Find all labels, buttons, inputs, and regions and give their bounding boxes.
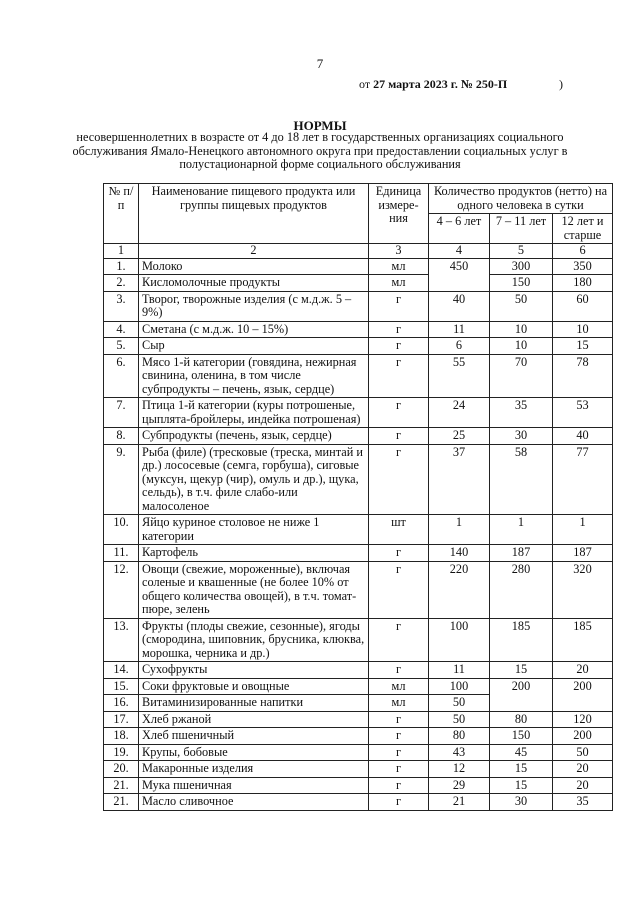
value-age-7-11: 58	[490, 444, 553, 515]
product-name: Птица 1-й категории (куры потрошеные, цыплята-бройлеры, индейка потрошеная)	[139, 398, 369, 428]
table-row	[104, 744, 613, 761]
value-age-4-6: 220	[429, 561, 490, 618]
header-unit: Единица измере-ния	[369, 184, 429, 244]
value-age-4-6: 24	[429, 398, 490, 428]
header-age-7-11: 7 – 11 лет	[490, 214, 553, 244]
product-name: Картофель	[139, 545, 369, 562]
row-number: 20.	[104, 761, 139, 778]
table-row	[104, 258, 613, 275]
value-age-4-6: 100	[429, 618, 490, 662]
header-name: Наименование пищевого продукта или группы пищевых продуктов	[139, 184, 369, 244]
value-age-12-plus: 77	[553, 444, 613, 515]
value-age-12-plus: 15	[553, 338, 613, 355]
value-age-12-plus: 50	[553, 744, 613, 761]
row-number: 8.	[104, 428, 139, 445]
row-number: 11.	[104, 545, 139, 562]
product-name: Фрукты (плоды свежие, сезонные), ягоды (смородина, шиповник, брусника, клюква, морошка, черника и др.)	[139, 618, 369, 662]
value-age-7-11: 15	[490, 777, 553, 794]
value-age-7-11: 30	[490, 428, 553, 445]
unit-cell: г	[369, 428, 429, 445]
value-age-12-plus: 20	[553, 777, 613, 794]
row-number: 18.	[104, 728, 139, 745]
value-age-7-11: 187	[490, 545, 553, 562]
table-row	[104, 561, 613, 618]
value-age-7-11: 1	[490, 515, 553, 545]
value-age-7-11: 70	[490, 354, 553, 398]
value-age-7-11: 80	[490, 711, 553, 728]
product-name: Крупы, бобовые	[139, 744, 369, 761]
product-name: Сыр	[139, 338, 369, 355]
unit-cell: мл	[369, 695, 429, 712]
column-number: 2	[139, 244, 369, 259]
value-age-12-plus: 35	[553, 794, 613, 811]
table-row	[104, 545, 613, 562]
table-row	[104, 777, 613, 794]
product-name: Масло сливочное	[139, 794, 369, 811]
header-age-4-6: 4 – 6 лет	[429, 214, 490, 244]
value-age-12-plus: 10	[553, 321, 613, 338]
value-age-4-6: 50	[429, 711, 490, 728]
row-number: 6.	[104, 354, 139, 398]
row-number: 21.	[104, 794, 139, 811]
norms-table	[103, 183, 613, 811]
table-row	[104, 711, 613, 728]
unit-cell: г	[369, 291, 429, 321]
row-number: 13.	[104, 618, 139, 662]
value-age-7-11: 50	[490, 291, 553, 321]
product-name: Мука пшеничная	[139, 777, 369, 794]
row-number: 10.	[104, 515, 139, 545]
value-age-4-6: 12	[429, 761, 490, 778]
column-numbers-row	[104, 244, 613, 259]
value-age-7-11: 10	[490, 321, 553, 338]
value-age-7-11: 185	[490, 618, 553, 662]
unit-cell: г	[369, 777, 429, 794]
unit-cell: г	[369, 744, 429, 761]
value-age-4-6: 140	[429, 545, 490, 562]
value-age-7-11: 35	[490, 398, 553, 428]
row-number: 2.	[104, 275, 139, 292]
value-age-4-6: 450	[429, 258, 490, 291]
table-row	[104, 794, 613, 811]
table-row	[104, 662, 613, 679]
table-row	[104, 291, 613, 321]
unit-cell: мл	[369, 678, 429, 695]
order-prefix: от	[359, 77, 371, 91]
value-age-4-6: 11	[429, 321, 490, 338]
value-age-12-plus: 1	[553, 515, 613, 545]
value-age-12-plus: 120	[553, 711, 613, 728]
value-age-12-plus: 187	[553, 545, 613, 562]
value-age-12-plus: 185	[553, 618, 613, 662]
value-age-7-11: 300	[490, 258, 553, 275]
value-age-7-11: 15	[490, 662, 553, 679]
value-age-12-plus: 60	[553, 291, 613, 321]
table-row	[104, 618, 613, 662]
product-name: Соки фруктовые и овощные	[139, 678, 369, 695]
unit-cell: г	[369, 444, 429, 515]
row-number: 9.	[104, 444, 139, 515]
row-number: 1.	[104, 258, 139, 275]
product-name: Молоко	[139, 258, 369, 275]
table-row	[104, 728, 613, 745]
value-age-7-11: 150	[490, 728, 553, 745]
product-name: Макаронные изделия	[139, 761, 369, 778]
order-reference	[359, 77, 563, 92]
header-quantity: Количество продуктов (нетто) на одного человека в сутки	[429, 184, 613, 214]
value-age-7-11: 280	[490, 561, 553, 618]
table-header-row	[104, 184, 613, 214]
table-row	[104, 761, 613, 778]
value-age-7-11: 45	[490, 744, 553, 761]
value-age-4-6: 6	[429, 338, 490, 355]
order-date-number: 27 марта 2023 г. № 250-П	[373, 77, 508, 91]
product-name: Кисломолочные продукты	[139, 275, 369, 292]
unit-cell: шт	[369, 515, 429, 545]
value-age-12-plus: 20	[553, 662, 613, 679]
value-age-12-plus: 53	[553, 398, 613, 428]
unit-cell: мл	[369, 258, 429, 275]
page-number: 7	[316, 56, 324, 71]
unit-cell: г	[369, 321, 429, 338]
table-row	[104, 515, 613, 545]
product-name: Сухофрукты	[139, 662, 369, 679]
value-age-4-6: 21	[429, 794, 490, 811]
value-age-12-plus: 78	[553, 354, 613, 398]
product-name: Овощи (свежие, мороженные), включая соленые и квашенные (не более 10% от общего количества овощей), в т.ч. томат-пюре, зелень	[139, 561, 369, 618]
value-age-4-6: 25	[429, 428, 490, 445]
unit-cell: г	[369, 398, 429, 428]
product-name: Сметана (с м.д.ж. 10 – 15%)	[139, 321, 369, 338]
table-row	[104, 275, 613, 292]
row-number: 7.	[104, 398, 139, 428]
value-age-12-plus: 350	[553, 258, 613, 275]
product-name: Хлеб ржаной	[139, 711, 369, 728]
unit-cell: г	[369, 728, 429, 745]
value-age-7-11: 15	[490, 761, 553, 778]
unit-cell: г	[369, 618, 429, 662]
header-num: № п/п	[104, 184, 139, 244]
product-name: Субпродукты (печень, язык, сердце)	[139, 428, 369, 445]
unit-cell: г	[369, 354, 429, 398]
unit-cell: г	[369, 561, 429, 618]
unit-cell: г	[369, 662, 429, 679]
column-number: 3	[369, 244, 429, 259]
unit-cell: г	[369, 761, 429, 778]
header-age-12-plus: 12 лет и старше	[553, 214, 613, 244]
value-age-12-plus: 20	[553, 761, 613, 778]
row-number: 12.	[104, 561, 139, 618]
unit-cell: г	[369, 545, 429, 562]
value-age-12-plus: 200	[553, 678, 613, 711]
column-number: 6	[553, 244, 613, 259]
value-age-4-6: 40	[429, 291, 490, 321]
value-age-7-11: 200	[490, 678, 553, 711]
unit-cell: г	[369, 711, 429, 728]
row-number: 15.	[104, 678, 139, 695]
value-age-4-6: 37	[429, 444, 490, 515]
table-row	[104, 428, 613, 445]
column-number: 1	[104, 244, 139, 259]
row-number: 4.	[104, 321, 139, 338]
product-name: Яйцо куриное столовое не ниже 1 категории	[139, 515, 369, 545]
value-age-12-plus: 320	[553, 561, 613, 618]
product-name: Рыба (филе) (тресковые (треска, минтай и др.) лососевые (семга, горбуша), сиговые (муксун, щекур (чир), омуль и др.), щука, сельдь), в т.ч. филе слабо-или малосоленое	[139, 444, 369, 515]
row-number: 5.	[104, 338, 139, 355]
table-row	[104, 678, 613, 695]
row-number: 3.	[104, 291, 139, 321]
product-name: Хлеб пшеничный	[139, 728, 369, 745]
unit-cell: г	[369, 338, 429, 355]
table-row	[104, 354, 613, 398]
product-name: Витаминизированные напитки	[139, 695, 369, 712]
value-age-4-6: 29	[429, 777, 490, 794]
table-row	[104, 338, 613, 355]
column-number: 5	[490, 244, 553, 259]
value-age-12-plus: 180	[553, 275, 613, 292]
table-row	[104, 398, 613, 428]
row-number: 14.	[104, 662, 139, 679]
row-number: 16.	[104, 695, 139, 712]
value-age-4-6: 100	[429, 678, 490, 695]
column-number: 4	[429, 244, 490, 259]
value-age-12-plus: 40	[553, 428, 613, 445]
product-name: Мясо 1-й категории (говядина, нежирная свинина, оленина, в том числе субпродукты – печень, язык, сердце)	[139, 354, 369, 398]
value-age-4-6: 80	[429, 728, 490, 745]
value-age-4-6: 1	[429, 515, 490, 545]
row-number: 17.	[104, 711, 139, 728]
unit-cell: мл	[369, 275, 429, 292]
value-age-4-6: 43	[429, 744, 490, 761]
value-age-12-plus: 200	[553, 728, 613, 745]
document-subtitle: несовершеннолетних в возрасте от 4 до 18 лет в государственных организациях социального обслуживания Ямало-Ненецкого автономного округа при предоставлении социальных услуг в полустационарной форме социального обслуживания	[72, 130, 568, 171]
product-name: Творог, творожные изделия (с м.д.ж. 5 – 9%)	[139, 291, 369, 321]
value-age-7-11: 150	[490, 275, 553, 292]
table-row	[104, 321, 613, 338]
table-row	[104, 444, 613, 515]
value-age-4-6: 11	[429, 662, 490, 679]
row-number: 19.	[104, 744, 139, 761]
row-number: 21.	[104, 777, 139, 794]
value-age-4-6: 55	[429, 354, 490, 398]
value-age-4-6: 50	[429, 695, 490, 712]
document-title: НОРМЫ	[293, 118, 347, 133]
value-age-7-11: 10	[490, 338, 553, 355]
unit-cell: г	[369, 794, 429, 811]
value-age-7-11: 30	[490, 794, 553, 811]
order-closing: )	[559, 77, 563, 91]
